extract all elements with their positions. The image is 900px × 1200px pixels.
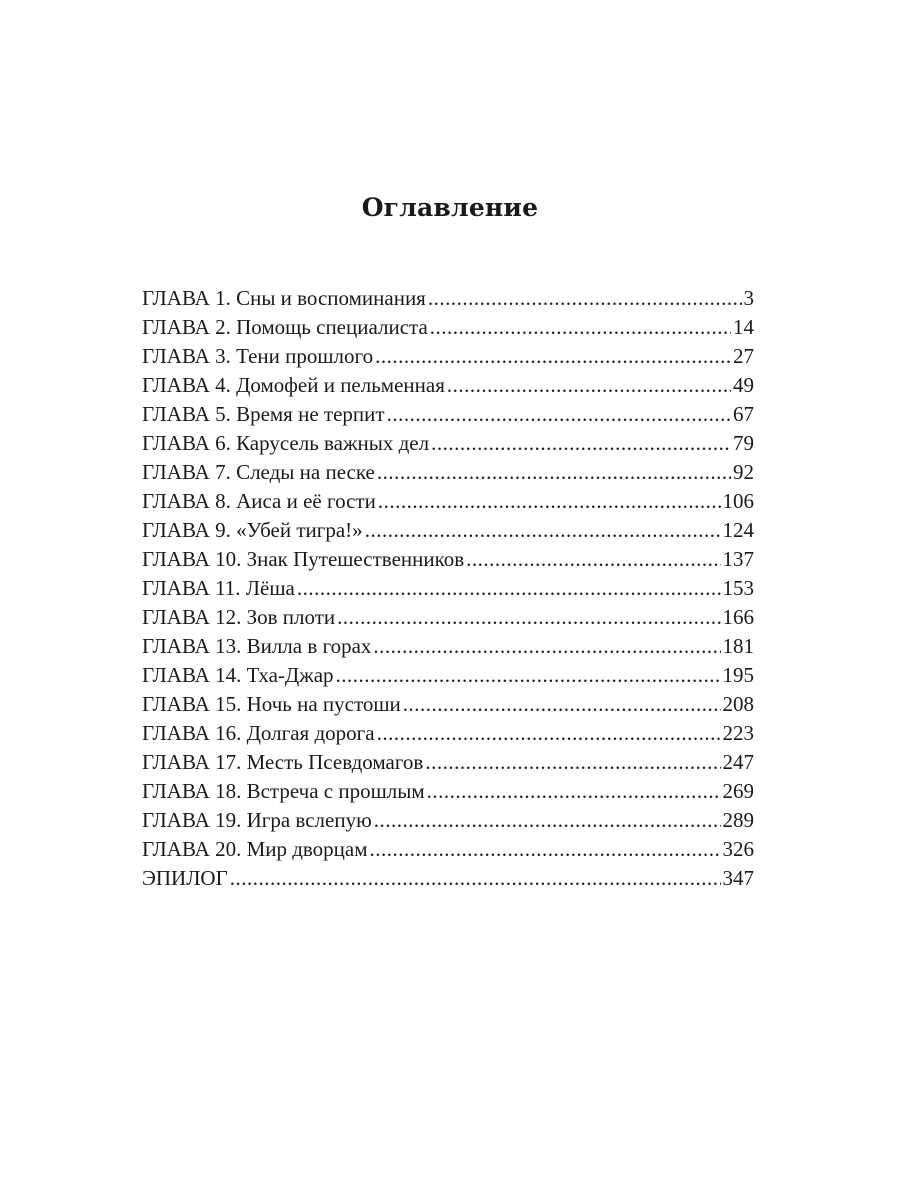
toc-entry-label: ГЛАВА 1. Сны и воспоминания bbox=[142, 286, 426, 310]
toc-entry-page: 181 bbox=[722, 634, 754, 658]
toc-dot-leader bbox=[378, 487, 721, 516]
toc-entry bbox=[142, 284, 754, 313]
toc-entry-page: 14 bbox=[733, 315, 754, 339]
toc-entry bbox=[142, 458, 754, 487]
toc-entry-label: ГЛАВА 13. Вилла в горах bbox=[142, 634, 372, 658]
toc-entry bbox=[142, 545, 754, 574]
toc-entry-label: ГЛАВА 16. Долгая дорога bbox=[142, 721, 375, 745]
toc-entry-label: ГЛАВА 20. Мир дворцам bbox=[142, 837, 368, 861]
toc-entry-label: ГЛАВА 18. Встреча с прошлым bbox=[142, 779, 425, 803]
toc-dot-leader bbox=[377, 719, 721, 748]
toc-dot-leader bbox=[337, 603, 720, 632]
toc-dot-leader bbox=[431, 429, 731, 458]
toc-entry-label: ГЛАВА 14. Тха-Джар bbox=[142, 663, 334, 687]
toc-entry bbox=[142, 748, 754, 777]
toc-entry bbox=[142, 603, 754, 632]
toc-entry-page: 3 bbox=[743, 286, 754, 310]
toc-entry bbox=[142, 574, 754, 603]
toc-dot-leader bbox=[375, 342, 731, 371]
toc-dot-leader bbox=[427, 777, 721, 806]
toc-entry-page: 289 bbox=[722, 808, 754, 832]
toc-entry-page: 79 bbox=[733, 431, 754, 455]
toc-entry-label: ГЛАВА 11. Лёша bbox=[142, 576, 295, 600]
toc-entry-page: 347 bbox=[722, 866, 754, 890]
toc-dot-leader bbox=[447, 371, 731, 400]
toc-entry bbox=[142, 632, 754, 661]
toc-entry-label: ГЛАВА 10. Знак Путешественников bbox=[142, 547, 465, 571]
toc-dot-leader bbox=[430, 313, 731, 342]
toc-dot-leader bbox=[365, 516, 721, 545]
toc-entry-label: ЭПИЛОГ bbox=[142, 866, 228, 890]
toc-list bbox=[142, 284, 754, 893]
toc-entry-label: ГЛАВА 17. Месть Псевдомагов bbox=[142, 750, 424, 774]
toc-entry bbox=[142, 835, 754, 864]
toc-entry-page: 247 bbox=[722, 750, 754, 774]
toc-entry bbox=[142, 342, 754, 371]
toc-dot-leader bbox=[297, 574, 721, 603]
toc-entry bbox=[142, 690, 754, 719]
toc-entry-page: 92 bbox=[733, 460, 754, 484]
toc-entry bbox=[142, 661, 754, 690]
toc-entry bbox=[142, 777, 754, 806]
toc-dot-leader bbox=[387, 400, 731, 429]
toc-dot-leader bbox=[377, 458, 731, 487]
toc-entry bbox=[142, 400, 754, 429]
toc-dot-leader bbox=[403, 690, 721, 719]
toc-entry-page: 106 bbox=[722, 489, 754, 513]
toc-entry-page: 153 bbox=[722, 576, 754, 600]
toc-dot-leader bbox=[230, 864, 721, 893]
toc-entry bbox=[142, 806, 754, 835]
toc-entry-page: 223 bbox=[722, 721, 754, 745]
toc-entry bbox=[142, 864, 754, 893]
toc-entry bbox=[142, 487, 754, 516]
toc-title: Оглавление bbox=[361, 193, 539, 222]
toc-entry-page: 208 bbox=[722, 692, 754, 716]
toc-entry-page: 269 bbox=[722, 779, 754, 803]
toc-entry-label: ГЛАВА 9. «Убей тигра!» bbox=[142, 518, 363, 542]
toc-entry-page: 166 bbox=[722, 605, 754, 629]
toc-entry-label: ГЛАВА 4. Домофей и пельменная bbox=[142, 373, 445, 397]
toc-entry-label: ГЛАВА 8. Аиса и её гости bbox=[142, 489, 376, 513]
toc-dot-leader bbox=[466, 545, 720, 574]
toc-dot-leader bbox=[428, 284, 742, 313]
toc-entry-label: ГЛАВА 2. Помощь специалиста bbox=[142, 315, 428, 339]
toc-entry-page: 124 bbox=[722, 518, 754, 542]
toc-entry-label: ГЛАВА 3. Тени прошлого bbox=[142, 344, 374, 368]
toc-entry-label: ГЛАВА 7. Следы на песке bbox=[142, 460, 375, 484]
toc-dot-leader bbox=[373, 632, 720, 661]
toc-entry-page: 27 bbox=[733, 344, 754, 368]
toc-entry bbox=[142, 719, 754, 748]
toc-dot-leader bbox=[336, 661, 721, 690]
toc-entry-page: 137 bbox=[722, 547, 754, 571]
toc-entry-page: 326 bbox=[722, 837, 754, 861]
toc-entry-page: 67 bbox=[733, 402, 754, 426]
toc-entry-label: ГЛАВА 5. Время не терпит bbox=[142, 402, 385, 426]
toc-entry-label: ГЛАВА 6. Карусель важных дел bbox=[142, 431, 430, 455]
toc-entry bbox=[142, 516, 754, 545]
toc-entry-page: 195 bbox=[722, 663, 754, 687]
toc-entry-page: 49 bbox=[733, 373, 754, 397]
toc-dot-leader bbox=[374, 806, 721, 835]
toc-dot-leader bbox=[370, 835, 721, 864]
toc-entry-label: ГЛАВА 15. Ночь на пустоши bbox=[142, 692, 401, 716]
toc-entry bbox=[142, 313, 754, 342]
toc-entry-label: ГЛАВА 19. Игра вслепую bbox=[142, 808, 372, 832]
toc-entry bbox=[142, 429, 754, 458]
toc-dot-leader bbox=[425, 748, 720, 777]
toc-entry-label: ГЛАВА 12. Зов плоти bbox=[142, 605, 336, 629]
toc-entry bbox=[142, 371, 754, 400]
